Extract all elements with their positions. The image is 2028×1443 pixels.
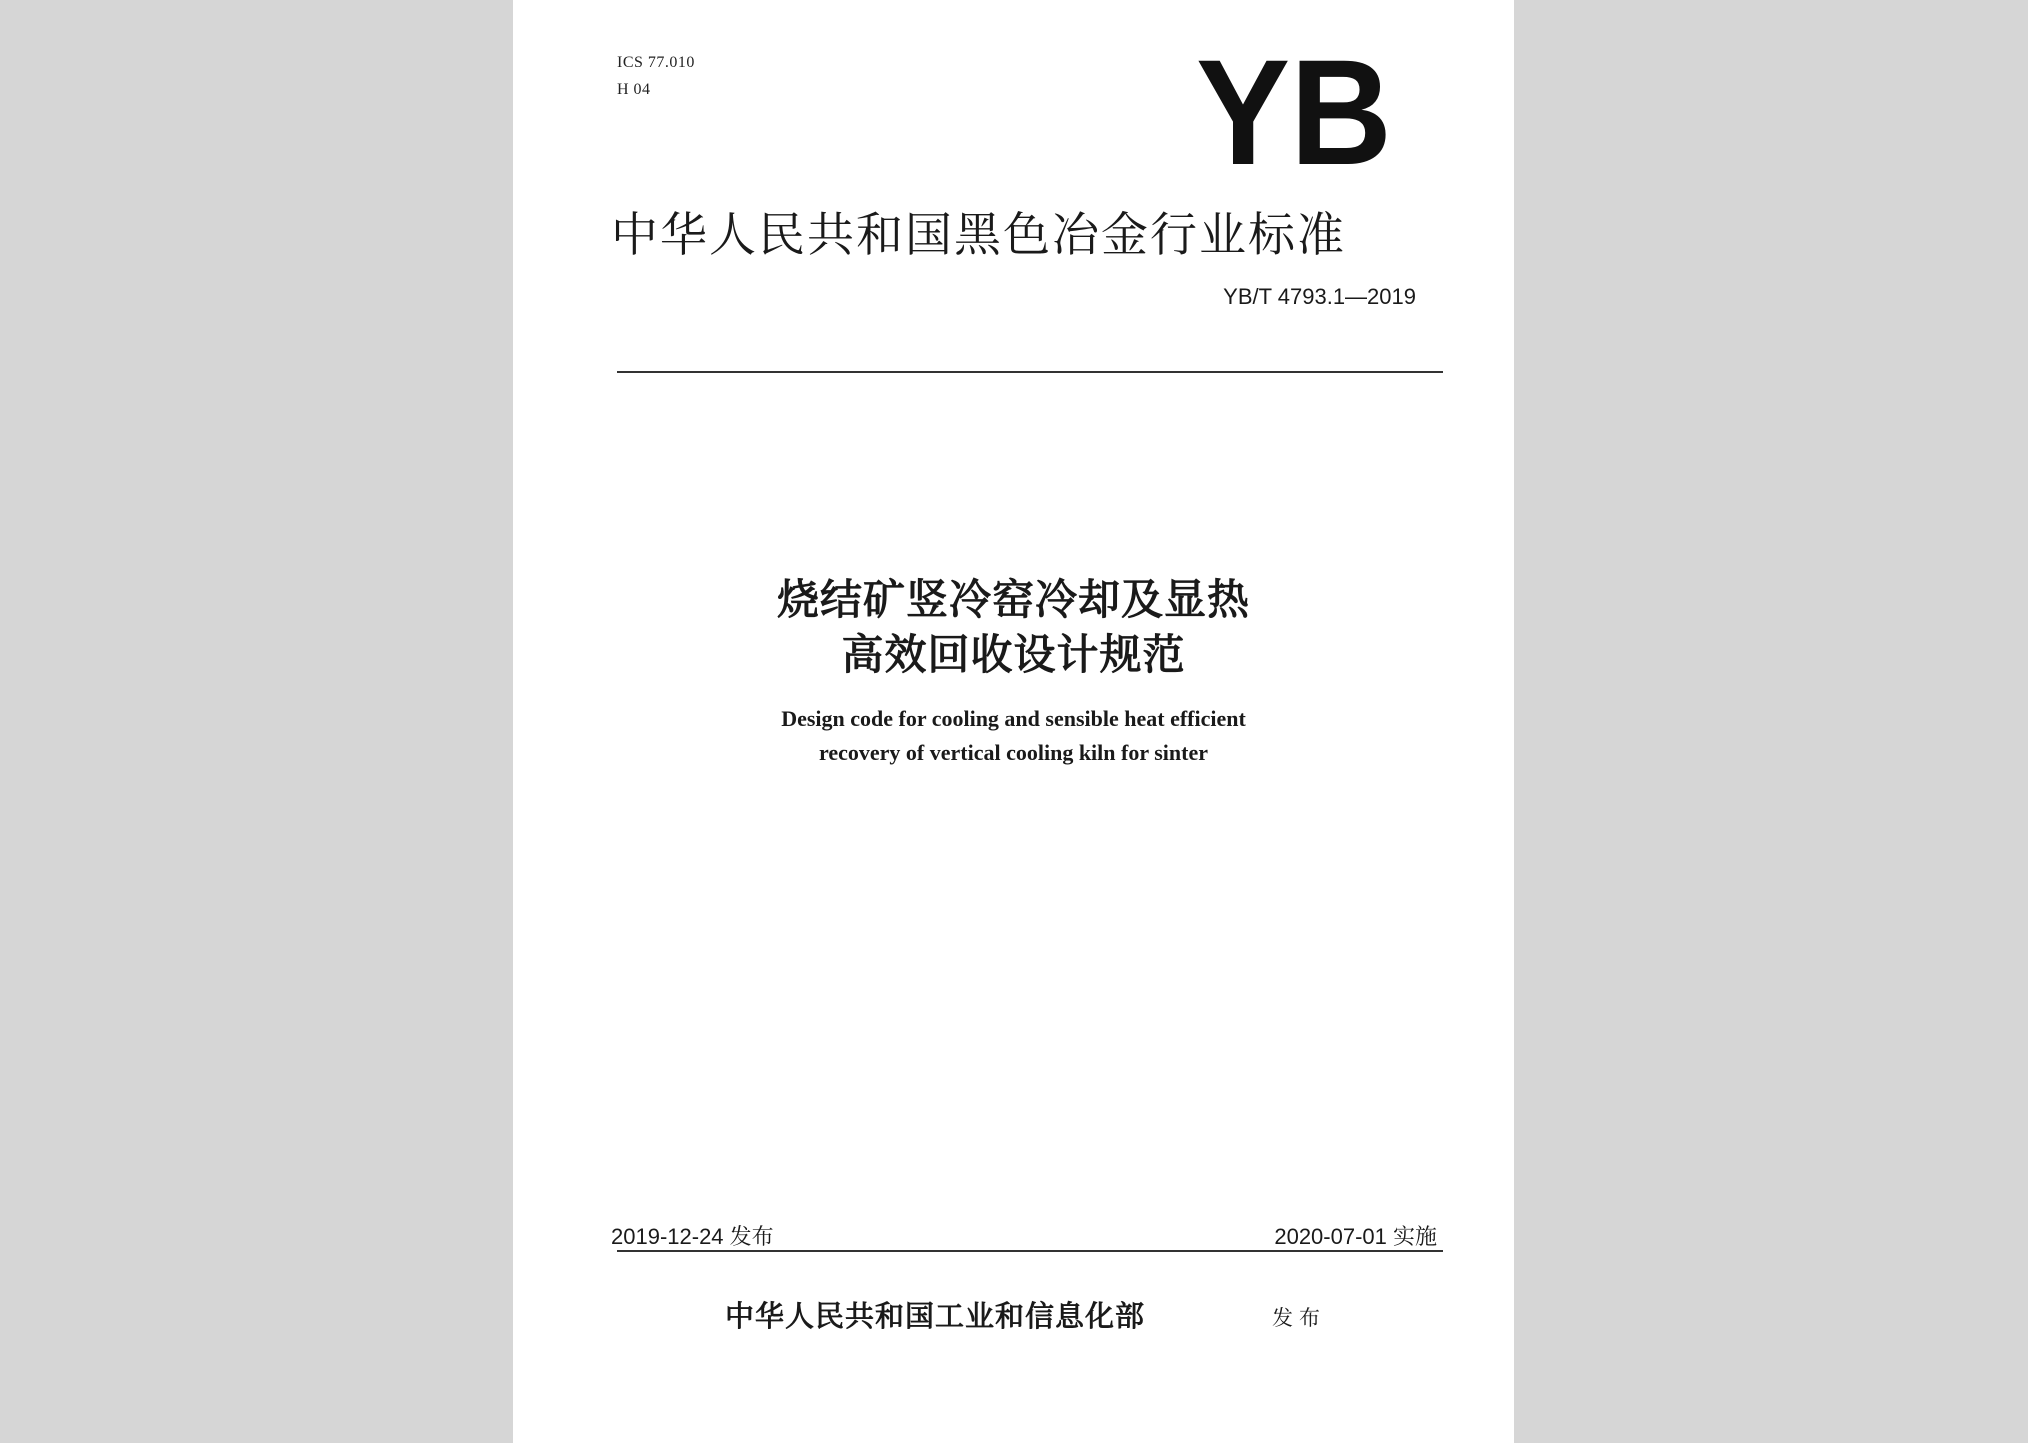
implementation-date: 2020-07-01 实施 (1274, 1224, 1437, 1249)
bottom-divider (617, 1250, 1443, 1252)
issuing-authority-suffix: 发布 (1272, 1306, 1326, 1330)
issuing-authority: 中华人民共和国工业和信息化部 (725, 1299, 1146, 1333)
title-cn-line1: 烧结矿竖冷窑冷却及显热 (776, 575, 1250, 624)
title-cn-line2: 高效回收设计规范 (841, 630, 1186, 679)
standard-category: 中华人民共和国黑色冶金行业标准 (611, 208, 1346, 263)
standard-number: YB/T 4793.1—2019 (1223, 284, 1416, 309)
ccs-code: H 04 (617, 81, 651, 98)
standard-cover-page (513, 0, 1514, 1443)
title-en-line2: recovery of vertical cooling kiln for sinter (819, 740, 1208, 765)
ics-code: ICS 77.010 (617, 54, 695, 71)
issue-date: 2019-12-24 发布 (611, 1224, 774, 1249)
yb-logo (1194, 52, 1394, 182)
yb-logo-text: YB (1196, 52, 1392, 182)
title-en-line1: Design code for cooling and sensible heat efficient (781, 706, 1246, 731)
top-divider (617, 371, 1443, 373)
